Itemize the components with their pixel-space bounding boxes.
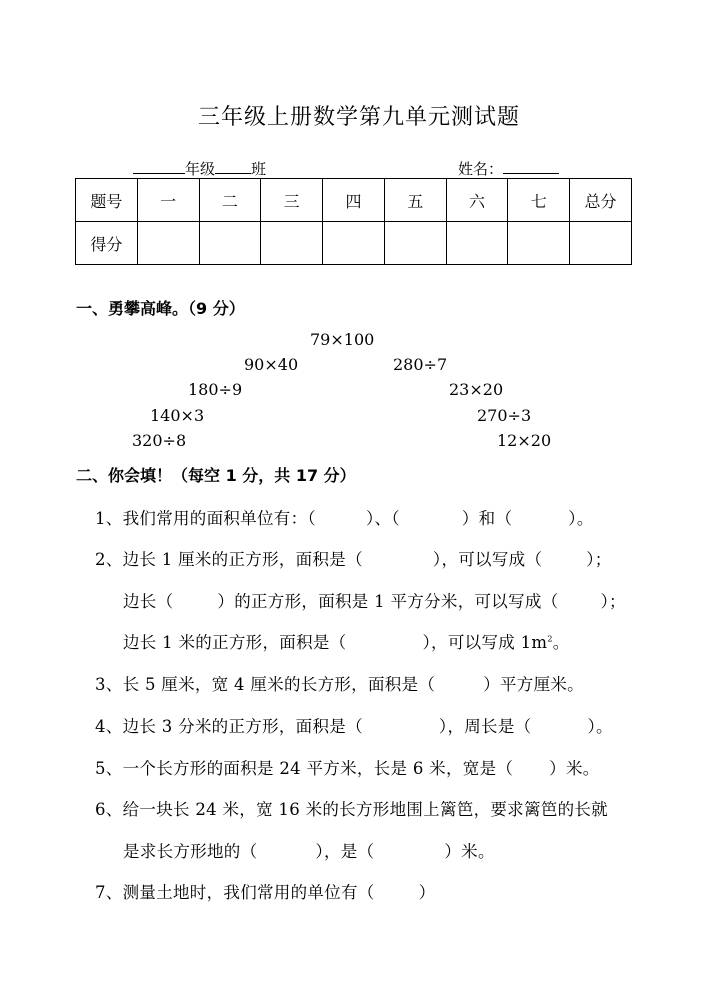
table-cell: 七 — [508, 179, 570, 222]
calc-item: 270÷3 — [477, 406, 532, 425]
q-text: 6、给一块长 24 米，宽 16 米的长方形地围上篱笆，要求篱笆的长就 — [95, 800, 608, 819]
calc-item: 79×100 — [310, 330, 375, 349]
q-text: 3、长 5 厘米，宽 4 厘米的长方形，面积是（ — [95, 675, 436, 694]
q-text: ）。 — [587, 717, 613, 736]
class-blank[interactable] — [215, 158, 251, 174]
q-text: 。 — [552, 633, 570, 652]
question-5 — [95, 755, 600, 779]
table-cell: 总分 — [570, 179, 632, 222]
q-text: ）的正方形，面积是 1 平方分米，可以写成（ — [217, 592, 559, 611]
question-3 — [95, 671, 584, 695]
grade-label: 年级 — [185, 160, 216, 178]
table-cell: 五 — [384, 179, 446, 222]
score-cell[interactable] — [384, 222, 446, 265]
score-cell[interactable] — [323, 222, 385, 265]
question-1 — [95, 505, 594, 529]
q-text: 1、我们常用的面积单位有：（ — [95, 509, 316, 528]
grade-blank[interactable] — [133, 158, 185, 174]
q-text: ），可以写成 1m — [422, 633, 548, 652]
grade-class-line — [133, 158, 266, 179]
q-text: 边长（ — [123, 592, 174, 611]
question-6 — [95, 796, 608, 820]
page-title: 三年级上册数学第九单元测试题 — [197, 105, 520, 130]
q-text: ）、（ — [365, 509, 400, 528]
calc-item: 12×20 — [497, 431, 552, 450]
table-cell: 得分 — [76, 222, 138, 265]
score-table-header-row — [76, 179, 632, 222]
name-blank[interactable] — [503, 158, 559, 174]
score-cell[interactable] — [261, 222, 323, 265]
q-text: ）； — [600, 592, 626, 611]
score-table-score-row — [76, 222, 632, 265]
q-text: ）和（ — [461, 509, 513, 528]
q-text: 4、边长 3 分米的正方形，面积是（ — [95, 717, 363, 736]
name-line — [458, 158, 559, 179]
calc-item: 140×3 — [150, 406, 205, 425]
table-cell: 六 — [446, 179, 508, 222]
calc-item: 180÷9 — [188, 380, 243, 399]
question-2c — [123, 629, 570, 653]
table-cell: 三 — [261, 179, 323, 222]
q-text: ），是（ — [315, 842, 375, 861]
table-cell: 二 — [199, 179, 261, 222]
calc-item: 23×20 — [449, 380, 504, 399]
table-cell: 四 — [323, 179, 385, 222]
calc-item: 90×40 — [244, 355, 299, 374]
table-cell: 题号 — [76, 179, 138, 222]
q-text: 2、边长 1 厘米的正方形，面积是（ — [95, 550, 363, 569]
score-cell[interactable] — [570, 222, 632, 265]
question-7 — [95, 879, 435, 903]
q-text: ）。 — [568, 509, 594, 528]
score-cell[interactable] — [508, 222, 570, 265]
score-cell[interactable] — [446, 222, 508, 265]
q-text: 边长 1 米的正方形，面积是（ — [123, 633, 347, 652]
q-text: 7、测量土地时，我们常用的单位有（ — [95, 883, 375, 902]
q-text: ）米。 — [444, 842, 495, 861]
score-table — [75, 178, 632, 265]
q-text: ）平方厘米。 — [483, 675, 584, 694]
section1-title: 一、勇攀高峰。（9 分） — [76, 299, 245, 318]
question-6b — [123, 838, 495, 862]
q-text: ）米。 — [549, 759, 600, 778]
calc-item: 280÷7 — [393, 355, 448, 374]
q-text: ），可以写成（ — [432, 550, 543, 569]
score-cell[interactable] — [199, 222, 261, 265]
q-text: 5、一个长方形的面积是 24 平方米，长是 6 米，宽是（ — [95, 759, 514, 778]
q-text: ）； — [586, 550, 612, 569]
score-cell[interactable] — [137, 222, 199, 265]
table-cell: 一 — [137, 179, 199, 222]
section2-title: 二、你会填！（每空 1 分，共 17 分） — [76, 466, 356, 485]
q-text: ），周长是（ — [438, 717, 532, 736]
class-label: 班 — [251, 160, 267, 178]
calc-item: 320÷8 — [132, 431, 187, 450]
question-4 — [95, 713, 613, 737]
question-2 — [95, 546, 612, 570]
q-text: 是求长方形地的（ — [123, 842, 258, 861]
superscript: 2 — [547, 634, 553, 644]
name-label: 姓名： — [458, 160, 504, 178]
question-2b — [123, 588, 626, 612]
q-text: ） — [418, 883, 436, 902]
